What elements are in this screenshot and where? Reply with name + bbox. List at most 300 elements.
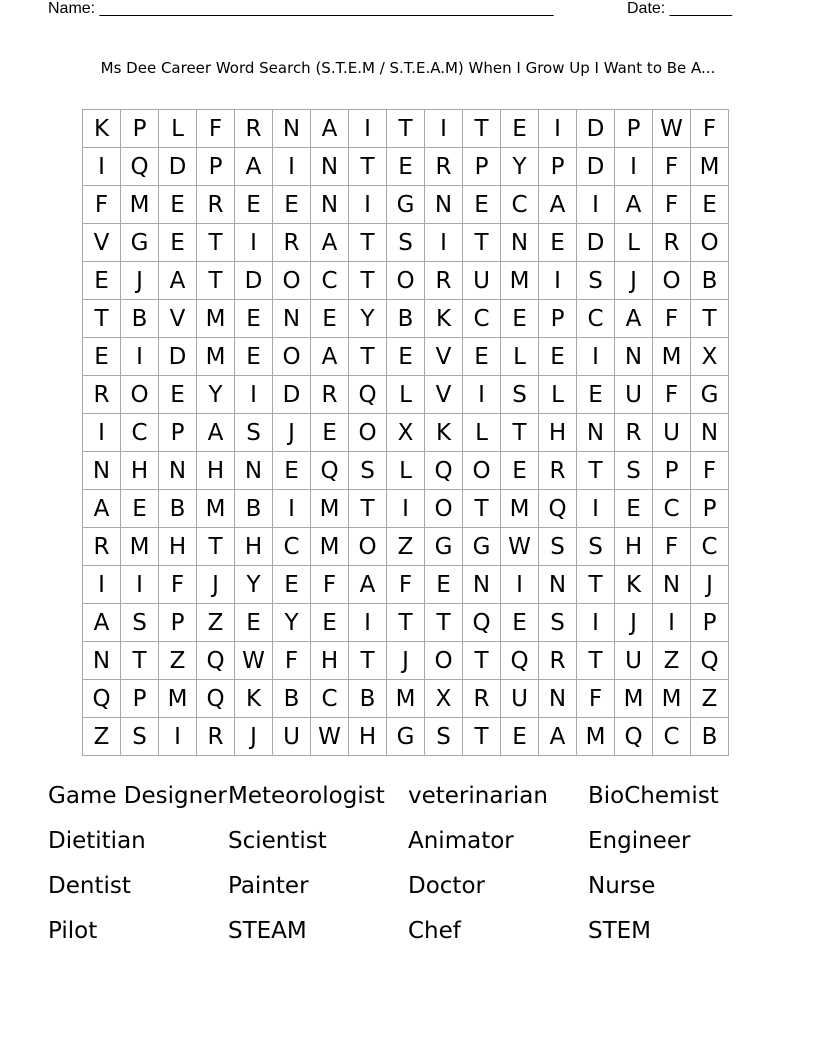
grid-cell: F: [653, 148, 691, 186]
grid-cell: J: [121, 262, 159, 300]
grid-cell: P: [691, 604, 729, 642]
grid-cell: A: [539, 186, 577, 224]
grid-cell: T: [577, 566, 615, 604]
grid-cell: F: [653, 528, 691, 566]
grid-cell: N: [311, 148, 349, 186]
grid-cell: L: [387, 376, 425, 414]
grid-cell: N: [615, 338, 653, 376]
grid-cell: X: [387, 414, 425, 452]
grid-cell: O: [349, 528, 387, 566]
grid-cell: V: [425, 376, 463, 414]
grid-cell: I: [577, 338, 615, 376]
grid-cell: E: [311, 604, 349, 642]
grid-cell: Y: [501, 148, 539, 186]
grid-cell: K: [83, 110, 121, 148]
grid-cell: A: [311, 224, 349, 262]
grid-cell: S: [425, 718, 463, 756]
word-bank-item: veterinarian: [408, 783, 548, 809]
grid-cell: D: [159, 148, 197, 186]
grid-cell: Q: [501, 642, 539, 680]
grid-cell: P: [463, 148, 501, 186]
grid-cell: I: [425, 110, 463, 148]
grid-cell: O: [387, 262, 425, 300]
grid-cell: D: [159, 338, 197, 376]
grid-cell: R: [425, 262, 463, 300]
grid-cell: E: [501, 452, 539, 490]
grid-cell: I: [539, 262, 577, 300]
grid-cell: R: [425, 148, 463, 186]
word-bank-item: STEM: [588, 918, 652, 944]
grid-cell: N: [159, 452, 197, 490]
grid-cell: G: [691, 376, 729, 414]
grid-cell: M: [311, 528, 349, 566]
grid-cell: H: [235, 528, 273, 566]
grid-cell: R: [197, 718, 235, 756]
grid-cell: F: [311, 566, 349, 604]
grid-cell: R: [83, 528, 121, 566]
grid-cell: M: [121, 528, 159, 566]
grid-cell: E: [83, 262, 121, 300]
grid-cell: E: [691, 186, 729, 224]
grid-cell: C: [463, 300, 501, 338]
word-bank-item: Pilot: [48, 918, 98, 944]
grid-cell: U: [615, 376, 653, 414]
grid-cell: F: [691, 110, 729, 148]
grid-cell: L: [387, 452, 425, 490]
grid-cell: T: [349, 642, 387, 680]
grid-cell: T: [463, 224, 501, 262]
grid-cell: X: [425, 680, 463, 718]
grid-cell: T: [349, 490, 387, 528]
grid-cell: R: [653, 224, 691, 262]
grid-cell: E: [387, 338, 425, 376]
grid-cell: S: [577, 262, 615, 300]
grid-cell: D: [273, 376, 311, 414]
grid-cell: A: [83, 490, 121, 528]
grid-cell: P: [539, 148, 577, 186]
grid-cell: T: [83, 300, 121, 338]
grid-cell: A: [539, 718, 577, 756]
grid-cell: E: [387, 148, 425, 186]
grid-cell: M: [691, 148, 729, 186]
word-bank-item: Animator: [408, 828, 514, 854]
grid-cell: H: [349, 718, 387, 756]
grid-cell: B: [349, 680, 387, 718]
grid-cell: B: [387, 300, 425, 338]
grid-cell: E: [501, 718, 539, 756]
grid-cell: J: [273, 414, 311, 452]
word-bank-item: STEAM: [228, 918, 307, 944]
grid-cell: E: [121, 490, 159, 528]
word-bank-item: Game Designer: [48, 783, 227, 809]
grid-cell: I: [121, 338, 159, 376]
grid-cell: F: [159, 566, 197, 604]
grid-cell: I: [235, 224, 273, 262]
grid-cell: E: [615, 490, 653, 528]
grid-cell: U: [273, 718, 311, 756]
grid-cell: E: [235, 604, 273, 642]
grid-cell: R: [539, 642, 577, 680]
grid-cell: N: [83, 452, 121, 490]
grid-cell: N: [539, 680, 577, 718]
grid-cell: A: [615, 300, 653, 338]
grid-cell: Q: [425, 452, 463, 490]
grid-cell: M: [197, 338, 235, 376]
grid-cell: T: [463, 110, 501, 148]
grid-cell: N: [691, 414, 729, 452]
grid-cell: S: [577, 528, 615, 566]
grid-cell: H: [539, 414, 577, 452]
grid-cell: M: [653, 680, 691, 718]
grid-cell: E: [463, 186, 501, 224]
grid-cell: I: [577, 186, 615, 224]
grid-cell: I: [349, 110, 387, 148]
grid-cell: N: [235, 452, 273, 490]
word-bank-item: Dietitian: [48, 828, 146, 854]
grid-cell: E: [311, 300, 349, 338]
grid-cell: D: [577, 148, 615, 186]
grid-cell: T: [577, 452, 615, 490]
grid-cell: A: [197, 414, 235, 452]
grid-cell: P: [159, 604, 197, 642]
grid-cell: I: [539, 110, 577, 148]
grid-cell: E: [235, 338, 273, 376]
word-bank: [48, 779, 768, 959]
grid-cell: T: [197, 224, 235, 262]
word-bank-item: Doctor: [408, 873, 485, 899]
grid-cell: C: [311, 262, 349, 300]
grid-cell: K: [425, 414, 463, 452]
grid-cell: W: [235, 642, 273, 680]
grid-cell: W: [501, 528, 539, 566]
grid-cell: K: [615, 566, 653, 604]
grid-cell: D: [235, 262, 273, 300]
grid-cell: N: [501, 224, 539, 262]
grid-cell: C: [577, 300, 615, 338]
grid-cell: O: [273, 338, 311, 376]
grid-cell: E: [539, 224, 577, 262]
grid-cell: P: [121, 680, 159, 718]
grid-cell: R: [311, 376, 349, 414]
grid-cell: O: [425, 642, 463, 680]
grid-cell: C: [311, 680, 349, 718]
grid-cell: I: [653, 604, 691, 642]
grid-cell: E: [159, 224, 197, 262]
grid-cell: M: [653, 338, 691, 376]
grid-cell: I: [463, 376, 501, 414]
grid-cell: I: [121, 566, 159, 604]
grid-cell: E: [159, 376, 197, 414]
grid-cell: O: [653, 262, 691, 300]
grid-cell: Y: [273, 604, 311, 642]
grid-cell: N: [311, 186, 349, 224]
grid-cell: F: [83, 186, 121, 224]
grid-cell: M: [501, 490, 539, 528]
word-bank-item: Meteorologist: [228, 783, 385, 809]
grid-cell: T: [197, 528, 235, 566]
grid-cell: L: [501, 338, 539, 376]
grid-cell: N: [577, 414, 615, 452]
grid-cell: C: [501, 186, 539, 224]
grid-cell: E: [425, 566, 463, 604]
grid-cell: T: [387, 604, 425, 642]
grid-cell: S: [387, 224, 425, 262]
grid-cell: F: [273, 642, 311, 680]
word-bank-item: Scientist: [228, 828, 327, 854]
grid-cell: N: [425, 186, 463, 224]
grid-cell: M: [387, 680, 425, 718]
grid-cell: Z: [197, 604, 235, 642]
grid-cell: T: [577, 642, 615, 680]
grid-cell: B: [235, 490, 273, 528]
grid-cell: T: [425, 604, 463, 642]
letter-grid: [82, 109, 729, 756]
grid-cell: Q: [197, 642, 235, 680]
grid-cell: M: [311, 490, 349, 528]
grid-cell: P: [159, 414, 197, 452]
grid-cell: S: [349, 452, 387, 490]
grid-cell: V: [159, 300, 197, 338]
grid-cell: A: [235, 148, 273, 186]
grid-cell: F: [653, 186, 691, 224]
grid-cell: A: [311, 338, 349, 376]
grid-cell: Z: [691, 680, 729, 718]
grid-cell: K: [235, 680, 273, 718]
grid-cell: K: [425, 300, 463, 338]
grid-cell: O: [425, 490, 463, 528]
grid-cell: T: [349, 224, 387, 262]
grid-cell: Z: [159, 642, 197, 680]
grid-cell: X: [691, 338, 729, 376]
header: [48, 0, 748, 20]
grid-cell: M: [615, 680, 653, 718]
grid-cell: H: [615, 528, 653, 566]
grid-cell: U: [615, 642, 653, 680]
grid-cell: Q: [83, 680, 121, 718]
grid-cell: Y: [349, 300, 387, 338]
grid-cell: G: [425, 528, 463, 566]
grid-cell: P: [121, 110, 159, 148]
grid-cell: S: [235, 414, 273, 452]
grid-cell: B: [273, 680, 311, 718]
grid-cell: N: [273, 110, 311, 148]
grid-cell: G: [463, 528, 501, 566]
grid-cell: G: [387, 186, 425, 224]
grid-cell: R: [615, 414, 653, 452]
grid-cell: A: [349, 566, 387, 604]
grid-cell: Q: [311, 452, 349, 490]
date-field-label: Date: _______: [627, 0, 732, 17]
grid-cell: D: [577, 110, 615, 148]
grid-cell: I: [83, 148, 121, 186]
grid-cell: E: [501, 300, 539, 338]
grid-cell: W: [653, 110, 691, 148]
grid-cell: N: [463, 566, 501, 604]
grid-cell: B: [691, 262, 729, 300]
grid-cell: O: [121, 376, 159, 414]
grid-cell: M: [501, 262, 539, 300]
grid-cell: I: [83, 414, 121, 452]
grid-cell: Y: [197, 376, 235, 414]
grid-cell: S: [121, 604, 159, 642]
grid-cell: T: [121, 642, 159, 680]
grid-cell: E: [501, 604, 539, 642]
grid-cell: C: [273, 528, 311, 566]
grid-cell: F: [691, 452, 729, 490]
page-title: Ms Dee Career Word Search (S.T.E.M / S.T.E.A.M) When I Grow Up I Want to Be A...: [100, 59, 716, 77]
grid-cell: O: [463, 452, 501, 490]
grid-cell: Q: [121, 148, 159, 186]
grid-cell: V: [425, 338, 463, 376]
grid-cell: J: [387, 642, 425, 680]
grid-cell: Z: [387, 528, 425, 566]
grid-cell: T: [349, 262, 387, 300]
grid-cell: S: [539, 604, 577, 642]
grid-cell: H: [121, 452, 159, 490]
grid-cell: F: [577, 680, 615, 718]
grid-cell: E: [501, 110, 539, 148]
grid-cell: R: [235, 110, 273, 148]
grid-cell: I: [349, 604, 387, 642]
grid-cell: E: [83, 338, 121, 376]
grid-cell: Z: [83, 718, 121, 756]
grid-cell: G: [121, 224, 159, 262]
grid-cell: E: [159, 186, 197, 224]
grid-cell: E: [273, 186, 311, 224]
word-bank-item: Dentist: [48, 873, 131, 899]
grid-cell: B: [691, 718, 729, 756]
grid-cell: F: [653, 376, 691, 414]
grid-cell: S: [501, 376, 539, 414]
grid-cell: I: [577, 490, 615, 528]
grid-cell: T: [463, 490, 501, 528]
grid-cell: R: [273, 224, 311, 262]
word-bank-item: Engineer: [588, 828, 691, 854]
grid-cell: Q: [691, 642, 729, 680]
grid-cell: D: [577, 224, 615, 262]
grid-cell: T: [197, 262, 235, 300]
word-bank-item: Chef: [408, 918, 461, 944]
grid-cell: M: [159, 680, 197, 718]
grid-cell: L: [463, 414, 501, 452]
grid-cell: L: [615, 224, 653, 262]
grid-cell: L: [539, 376, 577, 414]
grid-cell: T: [463, 642, 501, 680]
grid-cell: T: [349, 148, 387, 186]
grid-cell: F: [387, 566, 425, 604]
name-field-label: Name: ___________________________________________________: [48, 0, 554, 17]
grid-cell: Q: [197, 680, 235, 718]
grid-cell: Q: [539, 490, 577, 528]
grid-cell: M: [121, 186, 159, 224]
grid-cell: U: [501, 680, 539, 718]
grid-cell: E: [539, 338, 577, 376]
grid-cell: F: [197, 110, 235, 148]
grid-cell: A: [83, 604, 121, 642]
grid-cell: M: [197, 490, 235, 528]
word-bank-item: BioChemist: [588, 783, 719, 809]
grid-cell: E: [273, 566, 311, 604]
grid-cell: C: [691, 528, 729, 566]
grid-cell: I: [577, 604, 615, 642]
grid-cell: L: [159, 110, 197, 148]
grid-cell: U: [463, 262, 501, 300]
grid-cell: B: [159, 490, 197, 528]
grid-cell: I: [387, 490, 425, 528]
grid-cell: W: [311, 718, 349, 756]
grid-cell: I: [615, 148, 653, 186]
grid-cell: P: [539, 300, 577, 338]
grid-cell: E: [235, 300, 273, 338]
grid-cell: V: [83, 224, 121, 262]
grid-cell: S: [539, 528, 577, 566]
grid-cell: H: [197, 452, 235, 490]
grid-cell: C: [653, 718, 691, 756]
grid-cell: N: [539, 566, 577, 604]
grid-cell: T: [387, 110, 425, 148]
grid-cell: I: [273, 148, 311, 186]
grid-cell: A: [311, 110, 349, 148]
grid-cell: U: [653, 414, 691, 452]
grid-cell: R: [197, 186, 235, 224]
grid-cell: C: [121, 414, 159, 452]
grid-cell: J: [691, 566, 729, 604]
grid-cell: H: [159, 528, 197, 566]
grid-cell: R: [463, 680, 501, 718]
grid-cell: F: [653, 300, 691, 338]
grid-cell: C: [653, 490, 691, 528]
grid-cell: R: [539, 452, 577, 490]
grid-cell: I: [425, 224, 463, 262]
grid-cell: M: [197, 300, 235, 338]
grid-cell: J: [235, 718, 273, 756]
grid-cell: M: [577, 718, 615, 756]
grid-cell: S: [615, 452, 653, 490]
grid-cell: T: [501, 414, 539, 452]
grid-cell: G: [387, 718, 425, 756]
grid-cell: E: [311, 414, 349, 452]
grid-cell: I: [349, 186, 387, 224]
grid-cell: B: [121, 300, 159, 338]
grid-cell: I: [159, 718, 197, 756]
grid-cell: O: [691, 224, 729, 262]
grid-cell: Q: [349, 376, 387, 414]
grid-cell: I: [501, 566, 539, 604]
grid-cell: E: [235, 186, 273, 224]
grid-cell: I: [273, 490, 311, 528]
grid-cell: N: [83, 642, 121, 680]
grid-cell: Q: [463, 604, 501, 642]
grid-cell: P: [653, 452, 691, 490]
grid-cell: J: [615, 604, 653, 642]
grid-cell: T: [691, 300, 729, 338]
grid-cell: I: [83, 566, 121, 604]
grid-cell: S: [121, 718, 159, 756]
grid-cell: R: [83, 376, 121, 414]
grid-cell: T: [349, 338, 387, 376]
grid-cell: N: [273, 300, 311, 338]
grid-cell: A: [615, 186, 653, 224]
grid-cell: P: [197, 148, 235, 186]
grid-cell: H: [311, 642, 349, 680]
grid-cell: E: [577, 376, 615, 414]
grid-cell: O: [273, 262, 311, 300]
grid-cell: Y: [235, 566, 273, 604]
grid-cell: N: [653, 566, 691, 604]
grid-cell: O: [349, 414, 387, 452]
grid-cell: Z: [653, 642, 691, 680]
grid-cell: P: [691, 490, 729, 528]
